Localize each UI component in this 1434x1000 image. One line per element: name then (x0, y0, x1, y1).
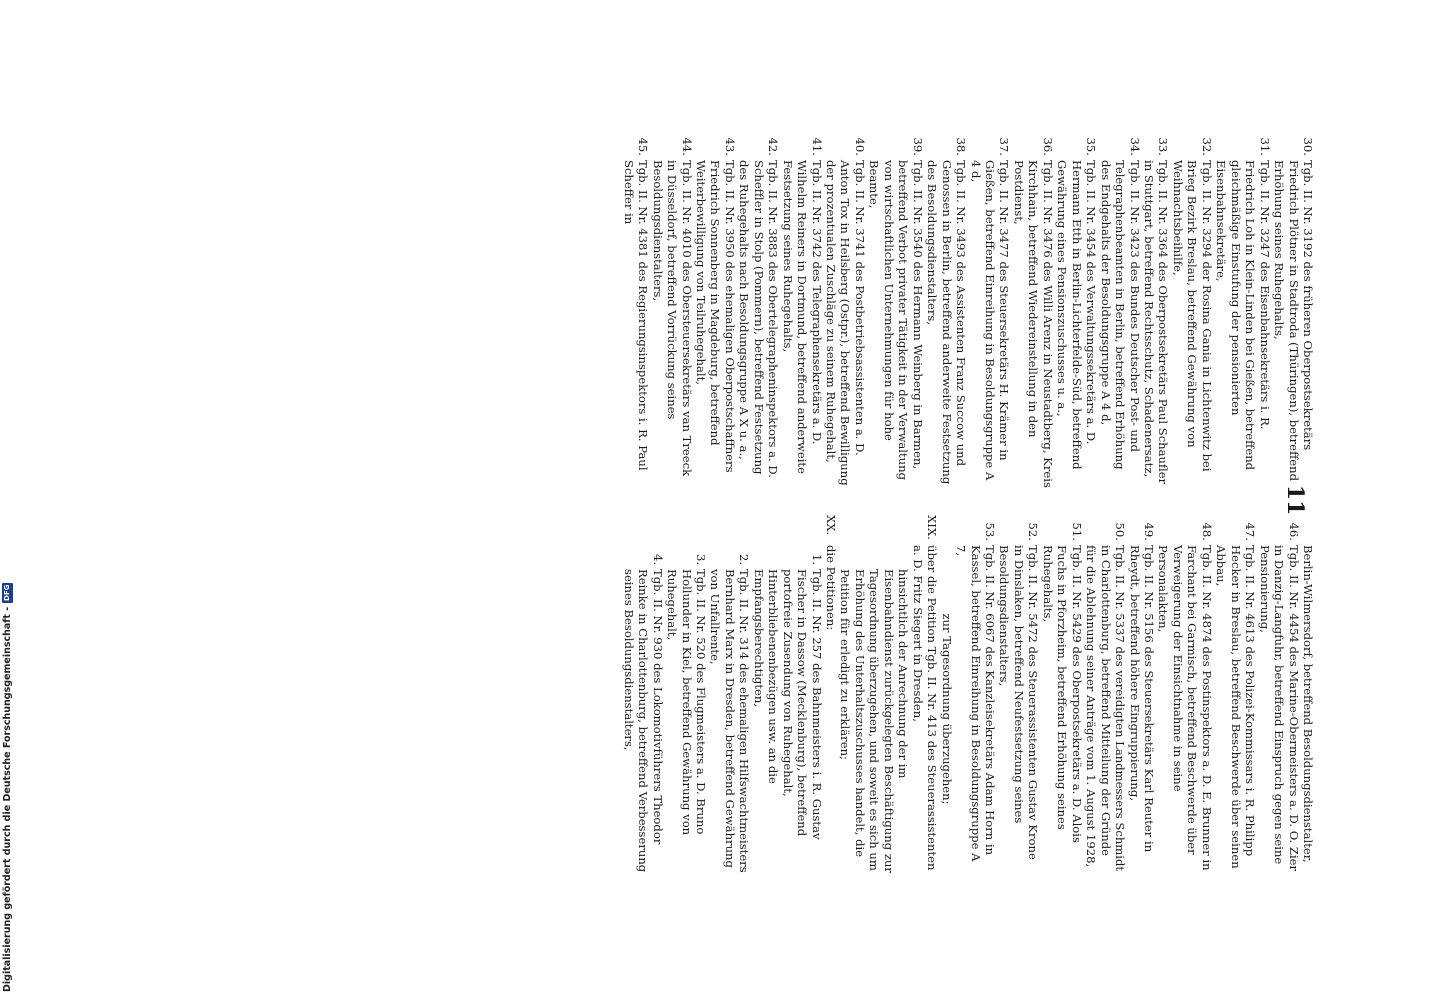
list-item (1127, 515, 1156, 873)
item-number: 33. (1156, 137, 1171, 156)
item-number: 32. (1199, 137, 1214, 156)
credit-text: Digitalisierung gefördert durch die Deutsche Forschungsgemeinschaft - (1, 606, 13, 992)
item-number: 35. (1084, 137, 1099, 156)
item-text: Tgb. II. Nr. 5472 des Steuerassistenten Gustav Krone in Dinslaken, betreffend Neufestsetzung seines Besoldungsdienstalters, (997, 545, 1041, 860)
section-xx (824, 515, 838, 873)
section-text: die Petitionen: (824, 545, 839, 631)
item-number: 41. (809, 137, 824, 156)
list-item (737, 130, 780, 488)
item-text: Tgb. II. Nr. 4613 des Polizei-Kommissars i. R. Philipp Hecker in Breslau, betreffend Beschwerde über seinen Abbau, (1214, 545, 1258, 869)
item-number: 39. (910, 137, 925, 156)
item-text: Tgb. II. Nr. 3476 des Willi Arenz in Neustadtberg, Kreis Kirchhain, betreffend Wiedereinstellung in den Postdienst, (1011, 160, 1055, 488)
list-item (708, 515, 751, 873)
item-number: 46. (1286, 522, 1301, 541)
item-number: 3. (693, 553, 708, 565)
item-text: Tgb. II. Nr. 4010 des Obersteuersekretärs van Treeck in Düsseldorf, betreffend Vorrückung seines Besoldungsdienstalters, (650, 160, 694, 477)
list-item (1011, 130, 1054, 488)
item-number: 34. (1127, 137, 1142, 156)
list-item (824, 130, 867, 488)
item-text: Tgb. II. Nr. 3741 des Postbetriebsassistenten a. D. Anton Tox in Heilsberg (Ostpr.), betreffend Bewilligung der prozentualen Zuschläge zu seinem Ruhegehalt, (824, 160, 867, 486)
item-text: Tgb. II. Nr. 314 des ehemaligen Hilfswachtmeisters Bernhard Marx in Dresden, betreffend Gewährung von Unfallrente, (708, 569, 752, 873)
list-item (665, 515, 708, 873)
item-text: Tgb. II. Nr. 5337 des vereidigten Landmessers Schmidt in Charlottenburg, betreffend Mitteilung der Gründe für die Ablehnung seiner Anträge vom 1. August 1928, (1084, 545, 1128, 872)
list-item (1040, 515, 1083, 873)
item-text: Tgb. II. Nr. 3423 des Bundes Deutscher Post- und Telegraphenbeamten in Berlin, betreffend Erhöhung des Endgehalts der Besoldungsgruppe A 4 d, (1098, 160, 1142, 470)
right-column (125, 515, 1315, 873)
item-text: Tgb. II. Nr. 5156 des Steuersekretärs Karl Reuter in Rheydt, betreffend höhere Eingruppierung, (1127, 545, 1157, 853)
item-number: 47. (1243, 522, 1258, 541)
item-number: 50. (1113, 522, 1128, 541)
list-item (1214, 130, 1272, 488)
item-number: 45. (636, 137, 651, 156)
section-xx-entries (621, 515, 823, 873)
item-number: 37. (997, 137, 1012, 156)
item-text: Tgb. II. Nr. 4454 des Marine-Obermeisters a. D. O. Zier in Danzig-Langfuhr, betreffend Einspruch gegen seine Pensionierung, (1257, 545, 1301, 872)
item-text: Tgb. II. Nr. 4381 des Regierungsinspektors i. R. Paul Scheffer in (621, 160, 651, 471)
item-number: 51. (1069, 522, 1084, 541)
item-text: Tgb. II. Nr. 5429 des Oberpostsekretärs a. D. Alois Fuchs in Pforzheim, betreffend Erhöhung seines Ruhegehalts, (1040, 545, 1084, 843)
item-text: Tgb. II. Nr. 3493 des Assistenten Franz Succow und Genossen in Berlin, betreffend anderweite Festsetzung des Besoldungsdienstalters, (925, 160, 969, 485)
item-text: Tgb. II. Nr. 4874 des Postinspektors a. D. E. Brunner in Farchant bei Garmisch, betreffend Beschwerde über Verweigerung der Einsichtnahme in seine Personalakten, (1156, 545, 1214, 871)
item-number: 44. (679, 137, 694, 156)
list-item (1084, 515, 1127, 873)
section-number: XX. (824, 515, 839, 536)
section-number: XIX. (925, 515, 940, 540)
item-text: Tgb. II. Nr. 3742 des Telegraphensekretärs a. D. Wilhelm Reiners in Dortmund, betreffend anderweite Festsetzung seines Ruhegehalts, (780, 160, 824, 474)
list-item (1156, 515, 1214, 873)
right-entries (954, 515, 1301, 873)
item-text: Tgb. II. Nr. 930 des Lokomotivführers Theodor Reinke in Charlottenburg, betreffend Verbesserung seines Besoldungsdienstalters, (621, 569, 665, 873)
list-item (954, 515, 997, 873)
item-text: Tgb. II. Nr. 3294 der Rosina Gania in Lichtenwitz bei Brieg Bezirk Breslau, betreffend Gewährung von Weihnachtsbeihilfe, (1170, 160, 1214, 472)
list-item (780, 130, 823, 488)
item-number: 4. (650, 553, 665, 565)
section-text: über die Petition Tgb. II. Nr. 413 des Steuerassistenten a. D. Fritz Siegert in Dresden, (910, 545, 940, 871)
item-number: 30. (1301, 137, 1315, 156)
continuation-text: Berlin-Wilmersdorf, betreffend Besoldungsdienstalter, (1301, 545, 1315, 863)
item-number: 1. (809, 553, 824, 565)
dfg-logo: DFG (2, 584, 11, 601)
item-text: Tgb. II. Nr. 257 des Bahnmeisters i. R. Gustav Fischer in Dassow (Mecklenburg), betreffend portofreie Zusendung von Ruhegehalt, Hinterbliebenenbezügen usw. an die Empfangsberechtigten, (751, 569, 824, 840)
item-text: Tgb. II. Nr. 3192 des früheren Oberpostsekretärs Friedrich Plötner in Stadtroda (Thüringen), betreffend Erhöhung seines Ruhegehalts, (1272, 160, 1315, 482)
item-number: 38. (954, 137, 969, 156)
decision-text: zur Tagesordnung überzugehen; (939, 613, 954, 805)
list-item (997, 515, 1040, 873)
list-item (694, 130, 737, 488)
item-number: 31. (1257, 137, 1272, 156)
list-item (1098, 130, 1141, 488)
item-text: Tgb. II. Nr. 3454 des Verwaltungssekretärs a. D. Hermann Etth in Berlin-Lichterfelde-Süd, betreffend Gewährung eines Pensionszuschusses u. a., (1055, 160, 1099, 470)
page-number: 11 (1282, 484, 1308, 516)
item-text: Tgb. II. Nr. 6067 des Kanzleisekretärs Adam Horn in Kassel, betreffend Einreihung in Besoldungsgruppe A 7, (954, 545, 998, 862)
item-text: Tgb. II. Nr. 3364 des Oberpostsekretärs Paul Schaufler in Stuttgart, betreffend Rechtsschutz, Schadenersatz, (1142, 160, 1171, 485)
list-item (751, 515, 823, 873)
section-xix (910, 515, 939, 873)
list-item (867, 130, 925, 488)
list-item (1214, 515, 1257, 873)
item-text: Tgb. II. Nr. 3477 des Steuersekretärs H. Krämer in Gießen, betreffend Einreihung in Besoldungsgruppe A 4 d, (968, 160, 1012, 481)
left-column (125, 130, 1315, 488)
item-text: Tgb. II. Nr. 3247 des Eisenbahnsekretärs i. R. Friedrich Loh in Klein-Linden bei Gießen, betreffend gleichmäßige Einstufung der pensionierten Eisenbahnsekretäre, (1214, 160, 1272, 471)
item-text: Tgb. II. Nr. 3883 des Obertelegrapheninspektors a. D. Scheffler in Stolp (Pommern), betreffend Festsetzung des Ruhegehalts nach Besoldungsgruppe A X u. a., (737, 160, 781, 478)
item-text: Tgb. II. Nr. 520 des Flugmeisters a. D. Bruno Hollunder in Kiel, betreffend Gewährung von Ruhegehalt, (665, 569, 708, 836)
list-item (621, 130, 650, 488)
digitization-credit (0, 0, 14, 1000)
item-number: 43. (722, 137, 737, 156)
list-item (925, 130, 968, 488)
list-item (1142, 130, 1171, 488)
list-item (1170, 130, 1213, 488)
list-item (1272, 130, 1315, 488)
list-item (968, 130, 1011, 488)
section-xix-body: hinsichtlich der Anrechnung der im Eisenbahndienst zurückgelegten Beschäftigung zur Tagesordnung überzugehen, und soweit es sich um Erhöhung des Unterhaltszuschusses handelt, die Petition für erledigt zu erklären; (838, 569, 911, 873)
list-item (1055, 130, 1098, 488)
list-item (1257, 515, 1300, 873)
item-number: 49. (1142, 522, 1157, 541)
item-number: 2. (737, 553, 752, 565)
item-number: 52. (1026, 522, 1041, 541)
list-item (650, 130, 693, 488)
item-number: 40. (852, 137, 867, 156)
item-number: 36. (1040, 137, 1055, 156)
item-number: 42. (766, 137, 781, 156)
item-number: 53. (983, 522, 998, 541)
list-item (621, 515, 664, 873)
item-number: 48. (1199, 522, 1214, 541)
item-text: Tgb. II. Nr. 3950 des ehemaligen Oberpostschaffners Friedrich Sonnenberg in Magdeburg, betreffend Weiterbewilligung von Teilruhegehalt, (693, 160, 737, 473)
item-text: Tgb. II. Nr. 3540 des Hermann Weinberg in Barmen, betreffend Verbot privater Tätigkeit in der Verwaltung von wirtschaftlichen Unternehmungen für hohe Beamte, (867, 160, 925, 481)
